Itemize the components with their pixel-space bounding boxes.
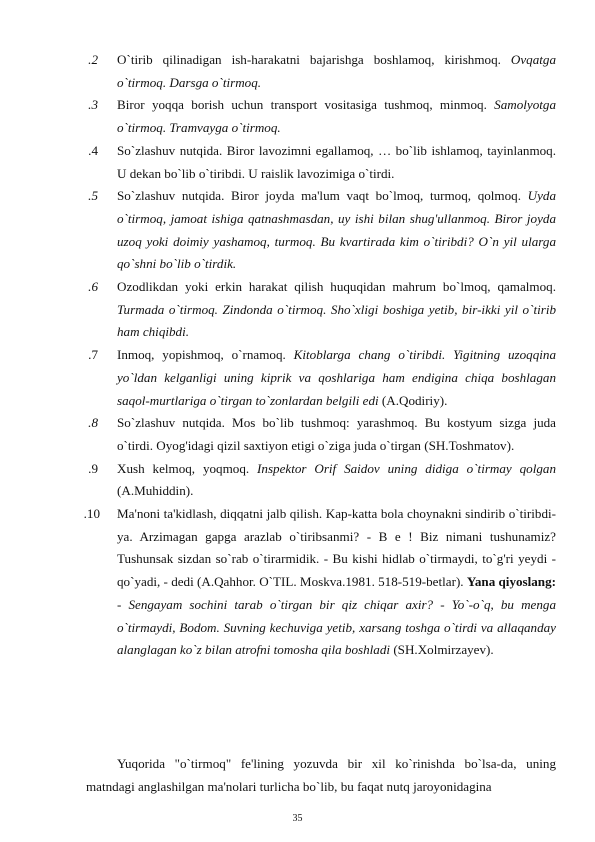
item-example: Turmada o`tirmoq. Zindonda o`tirmoq. Sho`xligi boshiga yetib, bir-ikki yil o`tirib ham chiqibdi.	[117, 301, 556, 340]
item-example: Ovqatga o`tirmoq. Darsga o`tirmoq.	[117, 52, 556, 90]
body-paragraph: Yuqorida "o`tirmoq" fe'lining yozuvda bir xil ko`rinishda bo`lsa-da, uning matndagi anglashilgan ma'nolari turlicha bo`lib, bu faqat nutq jaroyonidagina	[86, 756, 556, 794]
item-example: Kitoblarga chang o`tiribdi. Yigitning uzoqqina yo`ldan kelganligi uning kiprik va qoshlariga ham endigina chiqa boshlagan saqol-murtlariga o`tirgan to`zonlardan belgili edi	[117, 347, 556, 408]
item-source: (SH.Xolmirzayev).	[390, 642, 494, 658]
item-text: Xush kelmoq, yoqmoq.	[117, 460, 258, 476]
item-bold-label: Yana qiyoslang:	[466, 574, 557, 590]
list-item: 5. So`zlashuv nutqida. Biror joyda ma'lum vaqt bo`lmoq, turmoq, qolmoq. Uyda o`tirmoq, jamoat ishiga qatnashmasdan, uy ishi bilan shug'ullanmoq. Biror joyda uzoq yoki doimiy yashamoq, turmoq. Bu kvartirada kim o`tiribdi? O`n yil ularga qo`shni bo`lib o`tirdik.	[88, 188, 556, 272]
item-example: Uyda o`tirmoq, jamoat ishiga qatnashmasdan, uy ishi bilan shug'ullanmoq. Biror joyda uzoq yoki doimiy yashamoq, turmoq. Bu kvartirada kim o`tiribdi? O`n yil ularga qo`shni bo`lib o`tirdik.	[117, 188, 556, 272]
item-text: So`zlashuv nutqida. Biror joyda ma'lum vaqt bo`lmoq, turmoq, qolmoq.	[117, 188, 528, 204]
item-text: Inmoq, yopishmoq, o`rnamoq.	[117, 347, 294, 363]
list-item: 9. Xush kelmoq, yoqmoq. Inspektor Orif Saidov uning didiga o`tirmay qolgan (A.Muhiddin).	[88, 460, 556, 499]
item-source: (A.Qodiriy).	[378, 392, 448, 408]
item-example: Samolyotga o`tirmoq. Tramvayga o`tirmoq.	[117, 97, 556, 136]
item-text: O`tirib qilinadigan ish-harakatni bajarishga boshlamoq, kirishmoq.	[117, 52, 511, 67]
item-example: Sengayam sochini tarab o`tirgan bir qiz chiqar axir? - Yo`-o`q, bu menga o`tirmaydi, Bodom. Suvning kechuviga yetib, xarsang toshga o`tirdi va allaqanday alanglagan ko`z bilan atrofni tomosha qila boshladi	[117, 596, 556, 658]
item-text: So`zlashuv nutqida. Biror lavozimni egallamoq, … bo`lib ishlamoq, tayinlanmoq. U dekan bo`lib o`tiribdi. U raislik lavozimiga o`tirdi.	[117, 142, 556, 181]
list-item: 3. Biror yoqqa borish uchun transport vositasiga tushmoq, minmoq. Samolyotga o`tirmoq. Tramvayga o`tirmoq.	[88, 97, 556, 136]
list-item: 8. So`zlashuv nutqida. Mos bo`lib tushmoq: yarashmoq. Bu kostyum sizga juda o`tirdi. Oyog'idagi qizil saxtiyon etigi o`ziga juda o`tirgan (SH.Toshmatov).	[88, 415, 556, 453]
item-dash: -	[117, 596, 129, 612]
item-text: Biror yoqqa borish uchun transport vositasiga tushmoq, minmoq.	[117, 97, 495, 113]
page-number: 35	[292, 813, 303, 824]
item-source: (A.Muhiddin).	[117, 483, 194, 499]
list-item: 6. Ozodlikdan yoki erkin harakat qilish huquqidan mahrum bo`lmoq, qamalmoq. Turmada o`tirmoq. Zindonda o`tirmoq. Sho`xligi boshiga yetib, bir-ikki yil o`tirib ham chiqibdi.	[88, 279, 556, 340]
item-text: So`zlashuv nutqida. Mos bo`lib tushmoq: yarashmoq. Bu kostyum sizga juda o`tirdi. Oyog'idagi qizil saxtiyon etigi o`ziga juda o`tirgan (SH.Toshmatov).	[117, 415, 556, 453]
list-item: 10. Ma'noni ta'kidlash, diqqatni jalb qilish. Kap-katta bola choynakni sindirib o`tiribdi-ya. Arzimagan gapga arazlab o`tiribsanmi? - B e ! Biz nimani tushunamiz? Tushunsak sizdan so`rab o`tirarmidik. - Bu kishi hidlab o`tirmaydi, to`g'ri yeydi - qo`yadi, - dedi (A.Qahhor. O`TIL. Moskva.1981. 518-519-betlar). Yana qiyoslang: - Sengayam sochini tarab o`tirgan bir qiz chiqar axir? - Yo`-o`q, bu menga o`tirmaydi, Bodom. Suvning kechuviga yetib, xarsang toshga o`tirdi va allaqanday alanglagan ko`z bilan atrofni tomosha qila boshladi (SH.Xolmirzayev).	[83, 506, 557, 658]
definition-list	[83, 49, 557, 662]
list-item: 7. Inmoq, yopishmoq, o`rnamoq. Kitoblarga chang o`tiribdi. Yigitning uzoqqina yo`ldan kelganligi uning kiprik va qoshlariga ham endigina chiqa boshlagan saqol-murtlariga o`tirgan to`zonlardan belgili edi (A.Qodiriy).	[88, 347, 556, 408]
item-example: Inspektor Orif Saidov uning didiga o`tirmay qolgan	[257, 460, 556, 476]
item-text: Ma'noni ta'kidlash, diqqatni jalb qilish. Kap-katta bola choynakni sindirib o`tiribdi-ya. Arzimagan gapga arazlab o`tiribsanmi? - B e ! Biz nimani tushunamiz? Tushunsak sizdan so`rab o`tirarmidik. - Bu kishi hidlab o`tirmaydi, to`g'ri yeydi - qo`yadi, - dedi (A.Qahhor. O`TIL. Moskva.1981. 518-519-betlar).	[117, 506, 556, 590]
list-item: 4. So`zlashuv nutqida. Biror lavozimni egallamoq, … bo`lib ishlamoq, tayinlanmoq. U dekan bo`lib o`tiribdi. U raislik lavozimiga o`tirdi.	[88, 142, 556, 181]
item-text: Ozodlikdan yoki erkin harakat qilish huquqidan mahrum bo`lmoq, qamalmoq.	[117, 279, 556, 295]
list-item: 2. O`tirib qilinadigan ish-harakatni bajarishga boshlamoq, kirishmoq. Ovqatga o`tirmoq. Darsga o`tirmoq.	[88, 52, 556, 90]
